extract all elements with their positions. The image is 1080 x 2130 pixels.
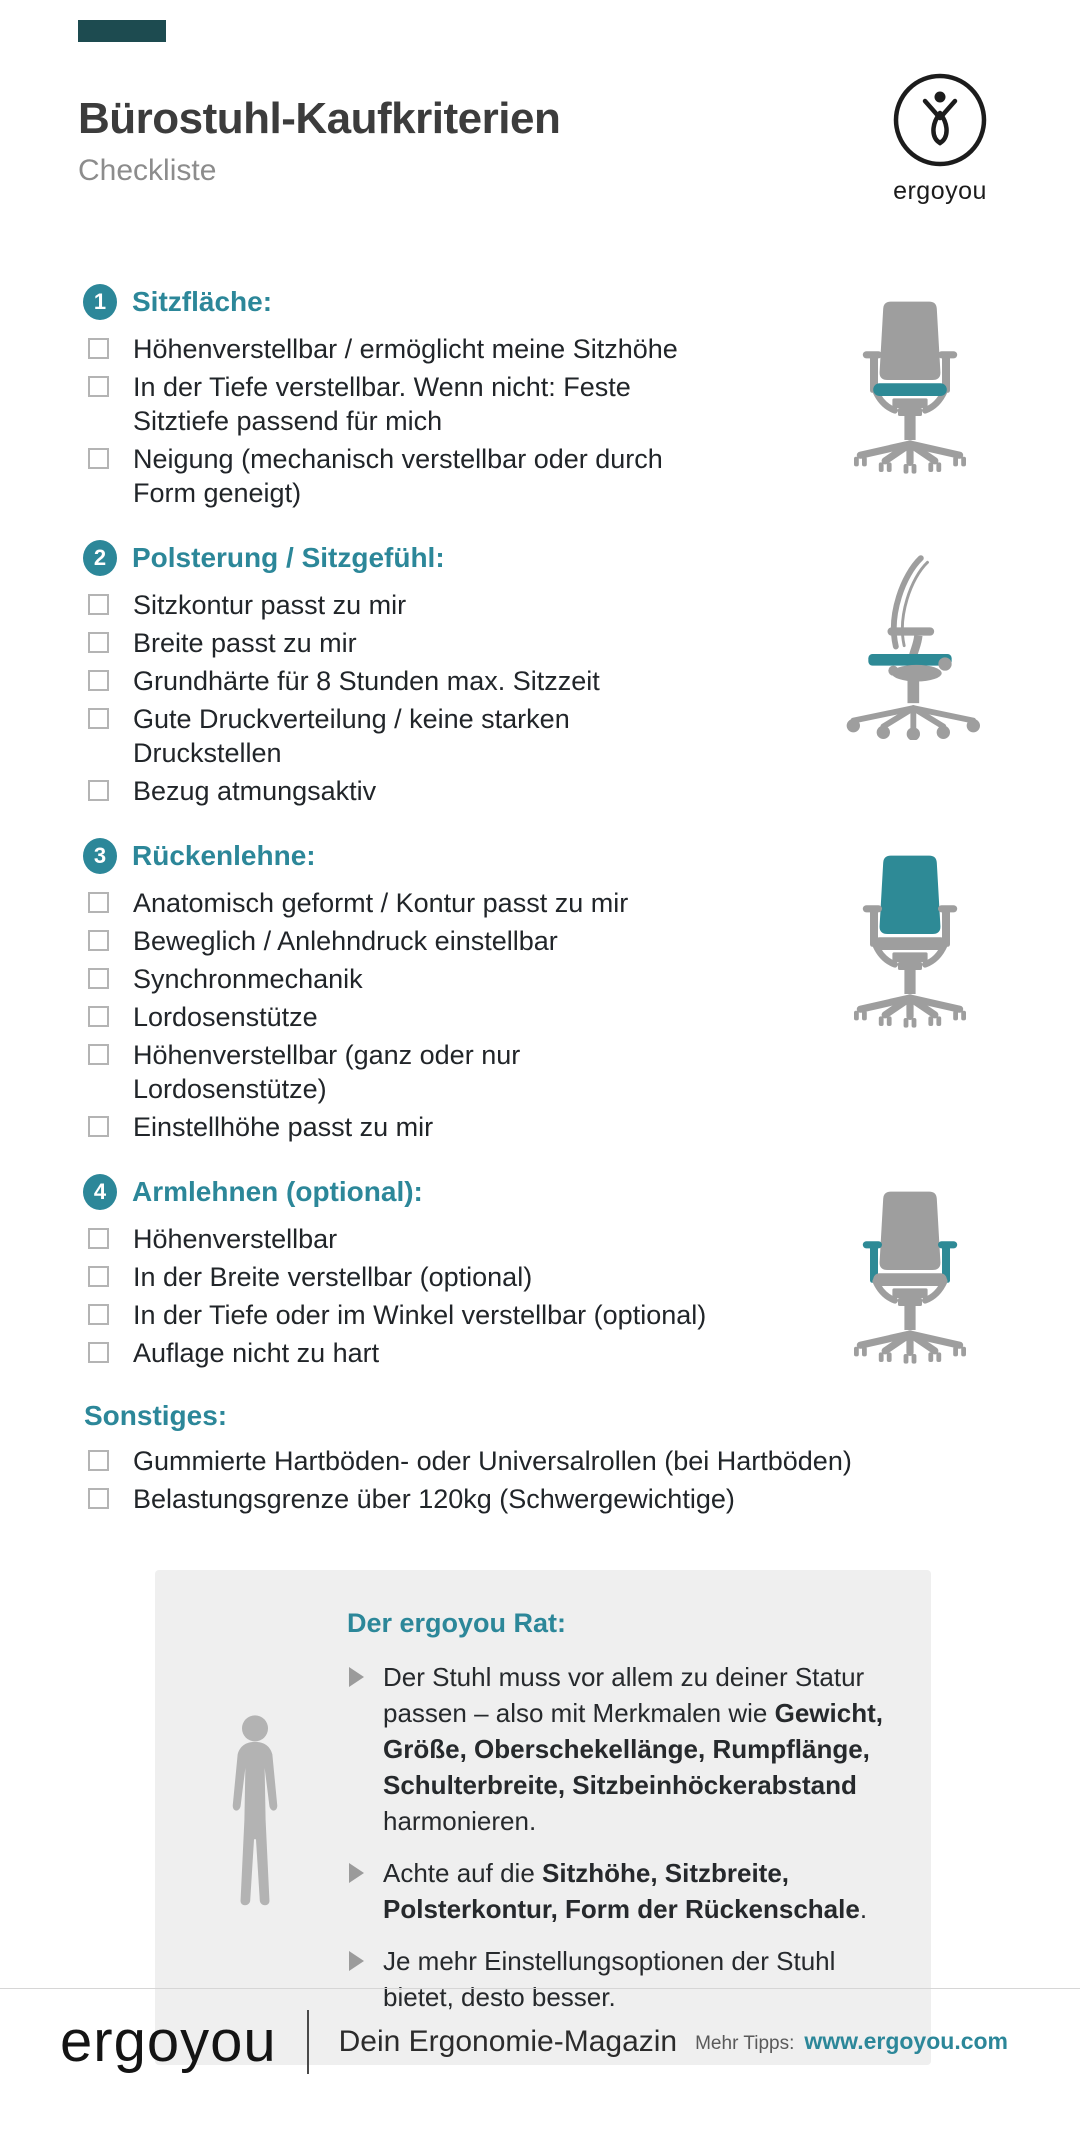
ergoyou-logo-icon bbox=[890, 70, 990, 170]
section-title: Rückenlehne: bbox=[132, 840, 316, 871]
triangle-bullet-icon bbox=[349, 1863, 364, 1883]
section-body bbox=[78, 284, 810, 514]
criteria-section bbox=[78, 1174, 1010, 1374]
advice-bullet-text: Achte auf die Sitzhöhe, Sitzbreite, Polsterkontur, Form der Rückenschale. bbox=[383, 1858, 868, 1924]
section-header bbox=[78, 540, 810, 576]
office-chair-side-icon bbox=[835, 548, 985, 740]
checklist-items bbox=[78, 588, 810, 808]
logo-wordmark: ergoyou bbox=[893, 177, 987, 205]
office-chair-front-icon bbox=[834, 292, 986, 476]
section-number-badge: 4 bbox=[83, 1174, 117, 1210]
checklist-item-label: Gute Druckverteilung / keine starken Druckstellen bbox=[133, 704, 570, 768]
accent-bar bbox=[78, 20, 166, 42]
section-title: Sitzfläche: bbox=[132, 286, 273, 317]
checklist-item bbox=[78, 1482, 1010, 1516]
checklist-content bbox=[0, 188, 1080, 2065]
checklist-item bbox=[78, 886, 810, 920]
checklist-item-label: Grundhärte für 8 Stunden max. Sitzzeit bbox=[133, 666, 600, 696]
extra-section bbox=[78, 1400, 1010, 1520]
checklist-item bbox=[78, 1298, 810, 1332]
checklist-item-label: Bezug atmungsaktiv bbox=[133, 776, 377, 806]
section-number-badge: 3 bbox=[83, 838, 117, 874]
section-body bbox=[78, 1400, 1010, 1520]
footer-tips-block bbox=[695, 2028, 1008, 2055]
triangle-bullet-icon bbox=[349, 1951, 364, 1971]
checkbox[interactable] bbox=[88, 1044, 109, 1065]
checklist-item bbox=[78, 1336, 810, 1370]
page-title: Bürostuhl-Kaufkriterien bbox=[78, 94, 561, 143]
checkbox[interactable] bbox=[88, 1006, 109, 1027]
footer-tagline: Dein Ergonomie-Magazin bbox=[338, 2024, 678, 2058]
checklist-item-label: Gummierte Hartböden- oder Universalrollen (bei Hartböden) bbox=[133, 1446, 852, 1476]
page-subtitle: Checkliste bbox=[78, 154, 217, 187]
chair-illustration-arms bbox=[810, 1174, 1010, 1374]
checkbox[interactable] bbox=[88, 1488, 109, 1509]
checklist-item-label: Sitzkontur passt zu mir bbox=[133, 590, 407, 620]
checklist-item bbox=[78, 370, 810, 438]
checkbox[interactable] bbox=[88, 968, 109, 989]
section-header bbox=[78, 284, 810, 320]
checkbox[interactable] bbox=[88, 1342, 109, 1363]
page-footer bbox=[0, 1988, 1080, 2130]
website-link[interactable]: www.ergoyou.com bbox=[804, 2028, 1008, 2054]
chair-illustration-seat bbox=[810, 540, 1010, 812]
checklist-item-label: Synchronmechanik bbox=[133, 964, 363, 994]
checklist-item-label: In der Breite verstellbar (optional) bbox=[133, 1262, 533, 1292]
checklist-items bbox=[78, 1222, 810, 1370]
checklist-item bbox=[78, 588, 810, 622]
checklist-item bbox=[78, 774, 810, 808]
section-title: Sonstiges: bbox=[84, 1400, 228, 1431]
checkbox[interactable] bbox=[88, 376, 109, 397]
checkbox[interactable] bbox=[88, 1450, 109, 1471]
chair-illustration-back bbox=[810, 838, 1010, 1148]
advice-bullet-text: Der Stuhl muss vor allem zu deiner Statur passen – also mit Merkmalen wie Gewicht, Größe, Oberschekellänge, Rumpflänge, Schulterbreite, Sitzbeinhöckerabstand harmonieren. bbox=[383, 1662, 883, 1836]
checklist-item bbox=[78, 1444, 1010, 1478]
advice-bullet-text: Je mehr Einstellungsoptionen der Stuhl bietet, desto besser. bbox=[383, 1946, 836, 2012]
checkbox[interactable] bbox=[88, 1228, 109, 1249]
section-header bbox=[78, 838, 810, 874]
checklist-item-label: Höhenverstellbar (ganz oder nur Lordosenstütze) bbox=[133, 1040, 521, 1104]
checklist-item-label: Einstellhöhe passt zu mir bbox=[133, 1112, 434, 1142]
checkbox[interactable] bbox=[88, 448, 109, 469]
checkbox[interactable] bbox=[88, 1266, 109, 1287]
chair-illustration-seat bbox=[810, 284, 1010, 514]
section-title: Polsterung / Sitzgefühl: bbox=[132, 542, 445, 573]
human-silhouette-icon bbox=[185, 1604, 325, 2031]
advice-bullet bbox=[347, 1855, 891, 1927]
checklist-item-label: Höhenverstellbar / ermöglicht meine Sitzhöhe bbox=[133, 334, 678, 364]
checkbox[interactable] bbox=[88, 1304, 109, 1325]
section-body bbox=[78, 838, 810, 1148]
checklist-item bbox=[78, 924, 810, 958]
checklist-item-label: In der Tiefe oder im Winkel verstellbar (optional) bbox=[133, 1300, 707, 1330]
checklist-item bbox=[78, 702, 810, 770]
criteria-section bbox=[78, 838, 1010, 1148]
checklist-item bbox=[78, 626, 810, 660]
advice-bullet bbox=[347, 1659, 891, 1839]
checklist-item bbox=[78, 962, 810, 996]
section-body bbox=[78, 1174, 810, 1374]
checklist-item-label: Höhenverstellbar bbox=[133, 1224, 338, 1254]
section-title: Armlehnen (optional): bbox=[132, 1176, 423, 1207]
section-number-badge: 2 bbox=[83, 540, 117, 576]
criteria-section bbox=[78, 540, 1010, 812]
checklist-item bbox=[78, 442, 810, 510]
checklist-item bbox=[78, 1000, 810, 1034]
footer-brand-block bbox=[60, 2010, 677, 2074]
checkbox[interactable] bbox=[88, 670, 109, 691]
checklist-item bbox=[78, 1110, 810, 1144]
criteria-section bbox=[78, 284, 1010, 514]
checklist-item bbox=[78, 664, 810, 698]
checklist-items bbox=[78, 1444, 1010, 1516]
checklist-item-label: Belastungsgrenze über 120kg (Schwergewichtige) bbox=[133, 1484, 735, 1514]
office-chair-front-icon bbox=[834, 1182, 986, 1366]
checklist-item-label: Neigung (mechanisch verstellbar oder durch Form geneigt) bbox=[133, 444, 663, 508]
checklist-items bbox=[78, 886, 810, 1144]
checkbox[interactable] bbox=[88, 1116, 109, 1137]
checklist-item-label: Beweglich / Anlehndruck einstellbar bbox=[133, 926, 558, 956]
checkbox[interactable] bbox=[88, 594, 109, 615]
checklist-item-label: Anatomisch geformt / Kontur passt zu mir bbox=[133, 888, 629, 918]
checklist-item bbox=[78, 332, 810, 366]
section-header bbox=[78, 1400, 1010, 1432]
section-header bbox=[78, 1174, 810, 1210]
section-number-badge: 1 bbox=[83, 284, 117, 320]
tips-label: Mehr Tipps: bbox=[695, 2033, 795, 2054]
section-body bbox=[78, 540, 810, 812]
checklist-item-label: In der Tiefe verstellbar. Wenn nicht: Feste Sitztiefe passend für mich bbox=[133, 372, 631, 436]
footer-divider bbox=[307, 2010, 309, 2074]
checkbox[interactable] bbox=[88, 632, 109, 653]
checkbox[interactable] bbox=[88, 338, 109, 359]
footer-brand-wordmark: ergoyou bbox=[60, 2008, 277, 2074]
checklist-item bbox=[78, 1038, 810, 1106]
checklist-item-label: Lordosenstütze bbox=[133, 1002, 318, 1032]
office-chair-front-icon bbox=[834, 846, 986, 1030]
checkbox[interactable] bbox=[88, 930, 109, 951]
brand-logo bbox=[886, 70, 994, 206]
advice-title: Der ergoyou Rat: bbox=[347, 1608, 567, 1638]
checkbox[interactable] bbox=[88, 708, 109, 729]
checkbox[interactable] bbox=[88, 780, 109, 801]
checklist-item bbox=[78, 1260, 810, 1294]
checklist-item-label: Breite passt zu mir bbox=[133, 628, 357, 658]
checklist-items bbox=[78, 332, 810, 510]
advice-content bbox=[325, 1604, 891, 2031]
checkbox[interactable] bbox=[88, 892, 109, 913]
checklist-item-label: Auflage nicht zu hart bbox=[133, 1338, 380, 1368]
checklist-item bbox=[78, 1222, 810, 1256]
triangle-bullet-icon bbox=[349, 1667, 364, 1687]
